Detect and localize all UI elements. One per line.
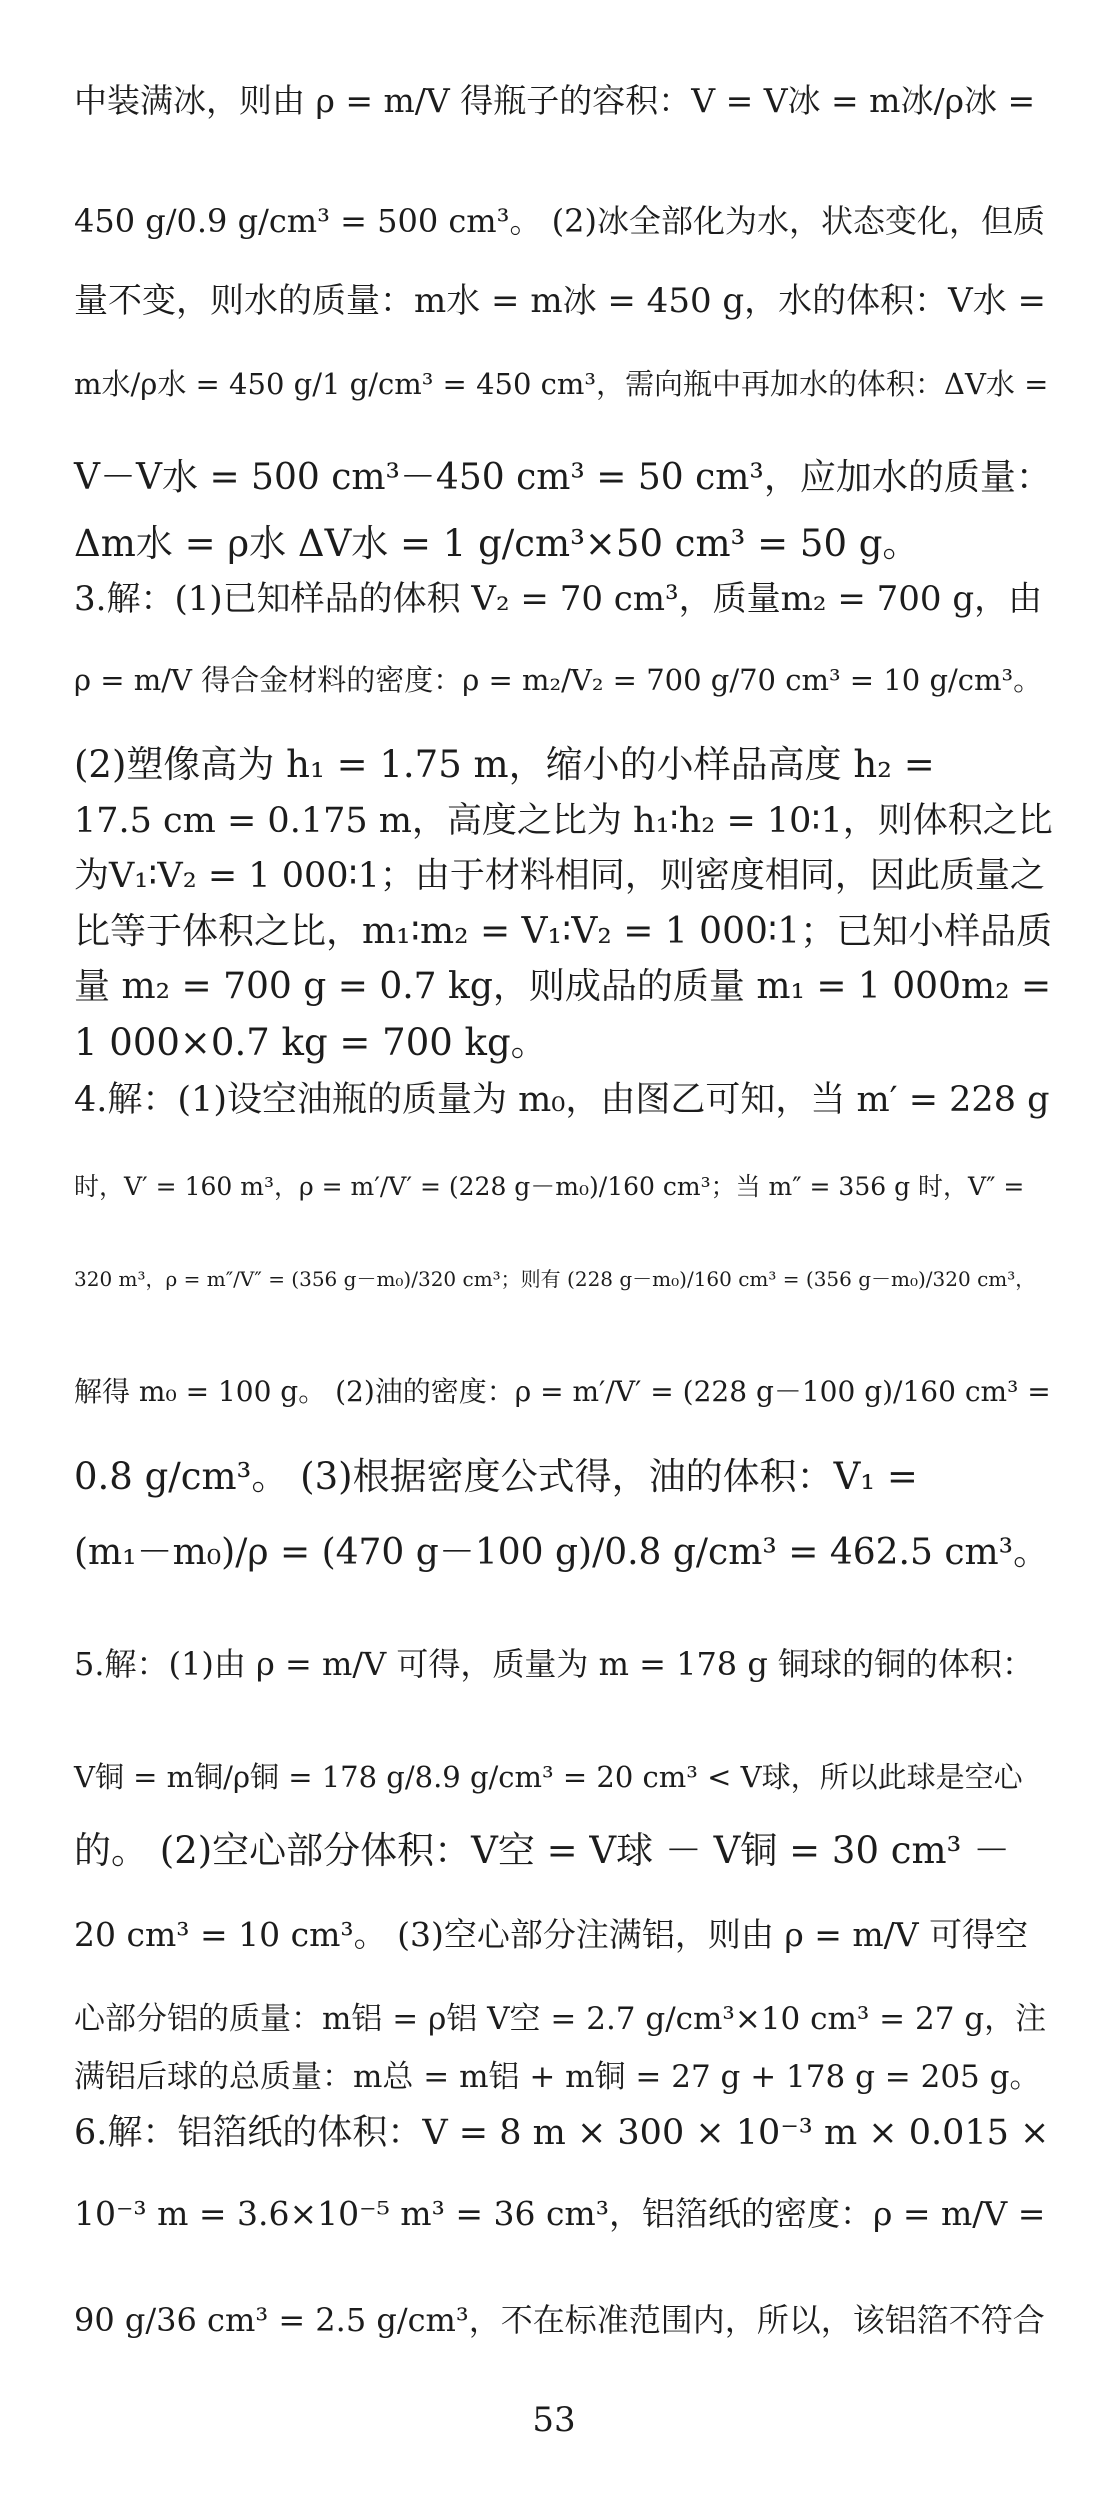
text-line: 0.8 g/cm³。 (3)根据密度公式得，油的体积：V₁ =	[74, 1455, 918, 1498]
text-line: m水/ρ水 = 450 g/1 g/cm³ = 450 cm³，需向瓶中再加水的体积：ΔV水 =	[74, 367, 1049, 401]
page-number: 53	[532, 2400, 576, 2440]
text-line: 1 000×0.7 kg = 700 kg。	[74, 1021, 548, 1064]
text-line: 450 g/0.9 g/cm³ = 500 cm³。 (2)冰全部化为水，状态变化，但质	[74, 202, 1045, 240]
text-line: 量不变，则水的质量：m水 = m冰 = 450 g，水的体积：V水 =	[74, 281, 1047, 321]
text-line: 为V₁∶V₂ = 1 000∶1；由于材料相同，则密度相同，因此质量之	[74, 856, 1045, 896]
text-line: 心部分铝的质量：m铝 = ρ铝 V空 = 2.7 g/cm³×10 cm³ = 27 g，注	[74, 2001, 1047, 2037]
text-line: V－V水 = 500 cm³－450 cm³ = 50 cm³，应加水的质量：	[74, 457, 1052, 498]
text-line: 5.解：(1)由 ρ = m/V 可得，质量为 m = 178 g 铜球的铜的体积：	[74, 1645, 1034, 1683]
text-line: 20 cm³ = 10 cm³。 (3)空心部分注满铝，则由 ρ = m/V 可得空	[74, 1915, 1029, 1954]
text-line: 90 g/36 cm³ = 2.5 g/cm³，不在标准范围内，所以，该铝箔不符合	[74, 2301, 1045, 2339]
text-line: 中装满冰，则由 ρ = m/V 得瓶子的容积：V = V冰 = m冰/ρ冰 =	[74, 81, 1036, 120]
text-line: (m₁－m₀)/ρ = (470 g－100 g)/0.8 g/cm³ = 462.5 cm³。	[74, 1532, 1050, 1573]
text-line: 满铝后球的总质量：m总 = m铝 + m铜 = 27 g + 178 g = 205 g。	[74, 2059, 1041, 2095]
text-line: 4.解：(1)设空油瓶的质量为 m₀，由图乙可知，当 m′ = 228 g	[74, 1080, 1050, 1120]
text-line: 量 m₂ = 700 g = 0.7 kg，则成品的质量 m₁ = 1 000m₂ =	[74, 966, 1052, 1007]
text-line: 10⁻³ m = 3.6×10⁻⁵ m³ = 36 cm³，铝箔纸的密度：ρ = m/V =	[74, 2194, 1046, 2233]
text-line: Δm水 = ρ水 ΔV水 = 1 g/cm³×50 cm³ = 50 g。	[74, 522, 920, 565]
text-line: 3.解：(1)已知样品的体积 V₂ = 70 cm³，质量m₂ = 700 g，由	[74, 579, 1043, 619]
text-line: 时，V′ = 160 m³，ρ = m′/V′ = (228 g－m₀)/160 cm³；当 m″ = 356 g 时，V″ =	[74, 1172, 1025, 1201]
text-line: 比等于体积之比，m₁∶m₂ = V₁∶V₂ = 1 000∶1；已知小样品质	[74, 911, 1053, 952]
text-line: 6.解：铝箔纸的体积：V = 8 m × 300 × 10⁻³ m × 0.015 ×	[74, 2113, 1050, 2153]
text-line: 17.5 cm = 0.175 m，高度之比为 h₁∶h₂ = 10∶1，则体积之比	[74, 801, 1053, 841]
text-line: (2)塑像高为 h₁ = 1.75 m，缩小的小样品高度 h₂ =	[74, 743, 935, 786]
text-line: 320 m³，ρ = m″/V″ = (356 g－m₀)/320 cm³；则有 (228 g－m₀)/160 cm³ = (356 g－m₀)/320 cm³，	[74, 1267, 1036, 1291]
text-line: 的。 (2)空心部分体积：V空 = V球 － V铜 = 30 cm³ －	[74, 1829, 1011, 1872]
text-line: V铜 = m铜/ρ铜 = 178 g/8.9 g/cm³ = 20 cm³ < V球，所以此球是空心	[74, 1760, 1023, 1794]
text-line: ρ = m/V 得合金材料的密度：ρ = m₂/V₂ = 700 g/70 cm³ = 10 g/cm³。	[74, 663, 1043, 697]
text-line: 解得 m₀ = 100 g。 (2)油的密度：ρ = m′/V′ = (228 g－100 g)/160 cm³ =	[74, 1375, 1051, 1408]
